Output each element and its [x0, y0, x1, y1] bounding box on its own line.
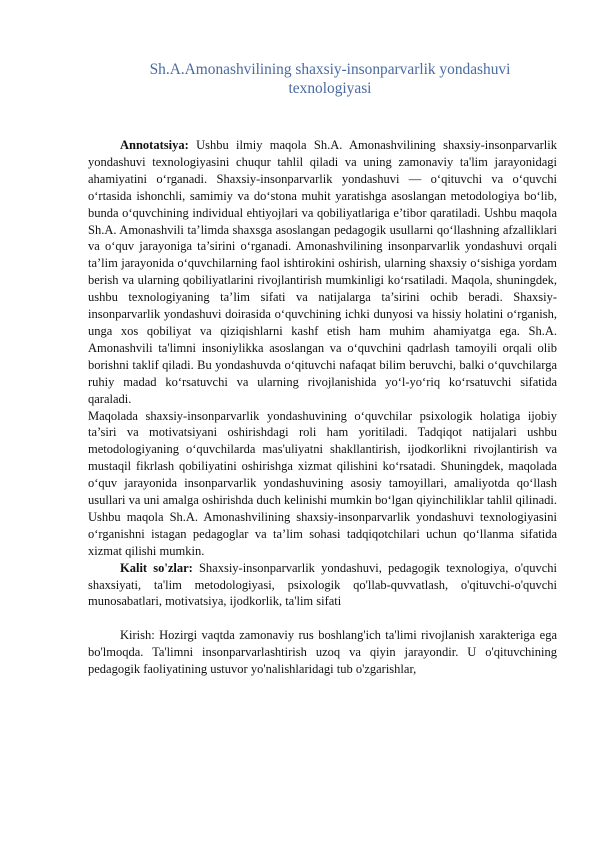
title-line-2: texnologiyasi — [288, 80, 372, 97]
intro-paragraph: Kirish: Hozirgi vaqtda zamonaviy rus boshlang'ich ta'limi rivojlanish xarakteriga ega bo'lmoqda. Ta'limni insonparvarlashtirish uzoq va qiyin jarayondir. U o'qituvchining pedagogik faoliyatining ustuvor yo'nalishlaridagi tub o'zgarishlar, — [88, 628, 557, 677]
article-body — [88, 137, 557, 678]
keywords-paragraph — [88, 560, 557, 611]
abstract-text: Ushbu ilmiy maqola Sh.A. Amonashvilining shaxsiy-insonparvarlik yondashuvi texnologiyasini chuqur tahlil qiladi va uning zamonaviy ta'lim jarayonidagi ahamiyatini o‘rganadi. Shaxsiy-insonparvarlik yondashuvi — o‘qituvchi va o‘quvchi o‘rtasida ishonchli, samimiy va do‘stona muhit yaratishga asoslangan metodologiya bo‘lib, bunda o‘quvchining individual ehtiyojlari va qobiliyatlariga e’tibor qaratiladi. Ushbu maqola Sh.A. Amonashvili ta’limda shaxsga asoslangan pedagogik usullarni qo‘llashning afzalliklari va o‘quv jarayoniga ta’sirini o‘rganadi. Amonashvilining insonparvarlik yondashuvi orqali ta’lim jarayonida o‘quvchilarning faol ishtirokini oshirish, ularning shaxsiy o‘sishiga yordam berish va ularning qobiliyatlarini rivojlantirish mumkinligi ko‘rsatiladi. Maqola, shuningdek, ushbu texnologiyaning ta’lim sifati va natijalarga ta’sirini ochib beradi. Shaxsiy-insonparvarlik yondashuvi doirasida o‘quvchining ichki dunyosi va hissiy holatini o‘rganish, unga xos qobiliyat va qiziqishlarni kashf etish ham muhim ahamiyatga ega. Sh.A. Amonashvili ta'limni insoniylikka asoslangan va o‘quvchini qadrlash tamoyili orqali olib borishni taklif qiladi. Bu yondashuvda o‘qituvchi nafaqat bilim beruvchi, balki o‘quvchilarga ruhiy madad ko‘rsatuvchi va ularning rivojlanishida yo‘l-yo‘riq ko‘rsatuvchi sifatida qaraladi. — [88, 138, 557, 406]
title-line-1: Sh.A.Amonashvilining shaxsiy-insonparvarlik yondashuvi — [149, 61, 511, 78]
paragraph-gap — [88, 610, 557, 627]
abstract-paragraph — [88, 137, 557, 408]
abstract-paragraph-2: Maqolada shaxsiy-insonparvarlik yondashuvining o‘quvchilar psixologik holatiga ijobiy ta’siri va motivatsiyani oshirishdagi roli ham yoritiladi. Tadqiqot natijalari ushbu metodologiyaning o‘quvchilarda mas'uliyatni shakllantirish, ijodkorlikni rivojlantirish va mustaqil fikrlash qobiliyatini oshirishga xizmat qilishini ko‘rsatadi. Shuningdek, maqolada o‘quv jarayonida insonparvarlik yondashuvining asosiy tamoyillari, amaliyotda qo‘llash usullari va uni amalga oshirishda duch kelinishi mumkin bo‘lgan qiyinchiliklar tahlil qilinadi. Ushbu maqola Sh.A. Amonashvilining shaxsiy-insonparvarlik yondashuvi texnologiyasini o‘rganishni istagan pedagoglar va ta’lim sohasi tadqiqotchilari uchun qo‘llanma sifatida xizmat qilishi mumkin. — [88, 408, 557, 558]
article-title — [100, 60, 560, 98]
abstract-heading: Annotatsiya: — [120, 138, 189, 152]
keywords-heading: Kalit so'zlar: — [120, 560, 193, 575]
keywords-text: Shaxsiy-insonparvarlik yondashuvi, pedagogik texnologiya, o'quvchi shaxsiyati, ta'lim metodologiyasi, psixologik qo'llab-quvvatlash, o'qituvchi-o'quvchi munosabatlari, motivatsiya, ijodkorlik, ta'lim sifati — [88, 560, 558, 609]
